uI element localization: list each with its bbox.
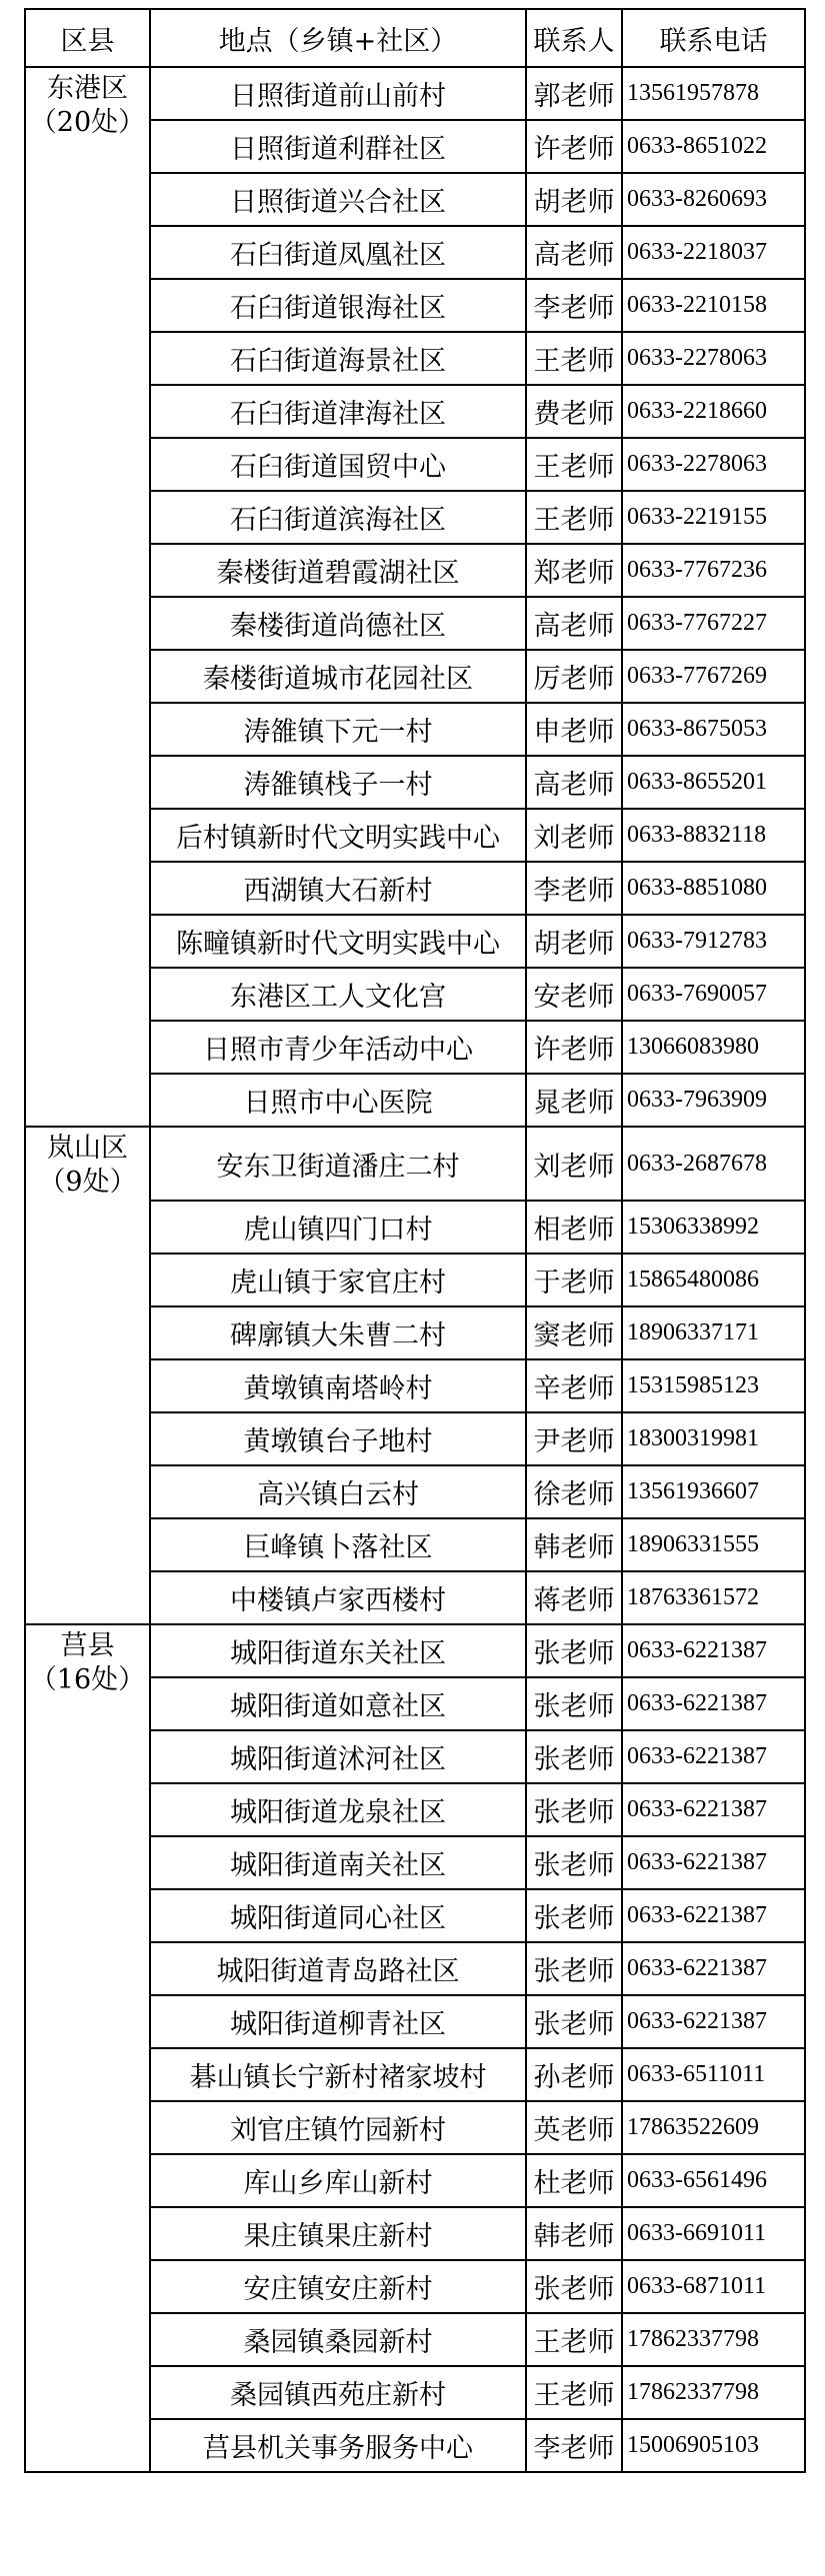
location-cell: 安庄镇安庄新村 bbox=[150, 2260, 526, 2313]
contact-cell: 窦老师 bbox=[526, 1306, 622, 1359]
location-cell: 城阳街道东关社区 bbox=[150, 1624, 526, 1677]
contact-cell: 刘老师 bbox=[526, 1127, 622, 1201]
location-cell: 秦楼街道城市花园社区 bbox=[150, 650, 526, 703]
phone-cell: 18906337171 bbox=[622, 1306, 805, 1359]
phone-cell: 0633-8260693 bbox=[622, 173, 805, 226]
phone-cell: 0633-6221387 bbox=[622, 1677, 805, 1730]
document-sheet bbox=[24, 8, 804, 2473]
phone-cell: 18906331555 bbox=[622, 1518, 805, 1571]
location-cell: 库山乡库山新村 bbox=[150, 2154, 526, 2207]
phone-cell: 0633-7690057 bbox=[622, 968, 805, 1021]
contact-cell: 刘老师 bbox=[526, 809, 622, 862]
phone-cell: 18300319981 bbox=[622, 1412, 805, 1465]
phone-cell: 0633-6221387 bbox=[622, 1836, 805, 1889]
district-cell bbox=[25, 67, 150, 1127]
contact-cell: 张老师 bbox=[526, 1995, 622, 2048]
table-body bbox=[25, 67, 805, 2472]
phone-cell: 0633-6561496 bbox=[622, 2154, 805, 2207]
location-cell: 石臼街道国贸中心 bbox=[150, 438, 526, 491]
phone-cell: 0633-7767236 bbox=[622, 544, 805, 597]
contact-cell: 许老师 bbox=[526, 1021, 622, 1074]
location-cell: 巨峰镇卜落社区 bbox=[150, 1518, 526, 1571]
district-name: 莒县 bbox=[60, 1630, 115, 1661]
location-cell: 城阳街道同心社区 bbox=[150, 1889, 526, 1942]
phone-cell: 0633-7912783 bbox=[622, 915, 805, 968]
location-cell: 石臼街道海景社区 bbox=[150, 332, 526, 385]
contact-cell: 张老师 bbox=[526, 1624, 622, 1677]
location-cell: 日照市青少年活动中心 bbox=[150, 1021, 526, 1074]
table-row bbox=[25, 1624, 805, 1677]
contact-cell: 张老师 bbox=[526, 1677, 622, 1730]
contact-cell: 王老师 bbox=[526, 2366, 622, 2419]
contact-cell: 王老师 bbox=[526, 332, 622, 385]
contact-cell: 辛老师 bbox=[526, 1359, 622, 1412]
contact-cell: 厉老师 bbox=[526, 650, 622, 703]
location-cell: 城阳街道柳青社区 bbox=[150, 1995, 526, 2048]
phone-cell: 0633-7767269 bbox=[622, 650, 805, 703]
contact-cell: 李老师 bbox=[526, 279, 622, 332]
contact-cell: 张老师 bbox=[526, 1783, 622, 1836]
phone-cell: 15006905103 bbox=[622, 2419, 805, 2472]
location-cell: 桑园镇桑园新村 bbox=[150, 2313, 526, 2366]
phone-cell: 0633-6871011 bbox=[622, 2260, 805, 2313]
phone-cell: 17862337798 bbox=[622, 2313, 805, 2366]
phone-cell: 13561957878 bbox=[622, 67, 805, 120]
contact-cell: 胡老师 bbox=[526, 915, 622, 968]
location-cell: 秦楼街道尚德社区 bbox=[150, 597, 526, 650]
phone-cell: 0633-2278063 bbox=[622, 332, 805, 385]
contact-cell: 徐老师 bbox=[526, 1465, 622, 1518]
phone-cell: 0633-7963909 bbox=[622, 1074, 805, 1127]
location-cell: 果庄镇果庄新村 bbox=[150, 2207, 526, 2260]
location-cell: 虎山镇四门口村 bbox=[150, 1201, 526, 1254]
contact-cell: 晁老师 bbox=[526, 1074, 622, 1127]
phone-cell: 0633-6221387 bbox=[622, 1995, 805, 2048]
phone-cell: 0633-2687678 bbox=[622, 1127, 805, 1201]
phone-cell: 15306338992 bbox=[622, 1201, 805, 1254]
contact-cell: 许老师 bbox=[526, 120, 622, 173]
location-cell: 东港区工人文化宫 bbox=[150, 968, 526, 1021]
header-phone: 联系电话 bbox=[622, 9, 805, 67]
phone-cell: 15865480086 bbox=[622, 1254, 805, 1306]
location-cell: 碑廓镇大朱曹二村 bbox=[150, 1306, 526, 1359]
contact-cell: 杜老师 bbox=[526, 2154, 622, 2207]
table-row bbox=[25, 67, 805, 120]
location-cell: 桑园镇西苑庄新村 bbox=[150, 2366, 526, 2419]
location-cell: 虎山镇于家官庄村 bbox=[150, 1254, 526, 1306]
location-cell: 刘官庄镇竹园新村 bbox=[150, 2101, 526, 2154]
phone-cell: 0633-8651022 bbox=[622, 120, 805, 173]
location-cell: 城阳街道青岛路社区 bbox=[150, 1942, 526, 1995]
location-cell: 涛雒镇栈子一村 bbox=[150, 756, 526, 809]
phone-cell: 13066083980 bbox=[622, 1021, 805, 1074]
header-row bbox=[25, 9, 805, 67]
contact-cell: 申老师 bbox=[526, 703, 622, 756]
contact-cell: 王老师 bbox=[526, 2313, 622, 2366]
location-cell: 涛雒镇下元一村 bbox=[150, 703, 526, 756]
phone-cell: 0633-6691011 bbox=[622, 2207, 805, 2260]
contact-cell: 韩老师 bbox=[526, 1518, 622, 1571]
phone-cell: 0633-6511011 bbox=[622, 2048, 805, 2101]
contact-cell: 高老师 bbox=[526, 597, 622, 650]
contact-cell: 李老师 bbox=[526, 2419, 622, 2472]
phone-cell: 13561936607 bbox=[622, 1465, 805, 1518]
phone-cell: 0633-2278063 bbox=[622, 438, 805, 491]
location-cell: 日照街道利群社区 bbox=[150, 120, 526, 173]
contact-cell: 尹老师 bbox=[526, 1412, 622, 1465]
contact-cell: 胡老师 bbox=[526, 173, 622, 226]
phone-cell: 17862337798 bbox=[622, 2366, 805, 2419]
contact-cell: 安老师 bbox=[526, 968, 622, 1021]
district-cell bbox=[25, 1127, 150, 1624]
contact-cell: 王老师 bbox=[526, 491, 622, 544]
location-cell: 城阳街道如意社区 bbox=[150, 1677, 526, 1730]
phone-cell: 0633-8851080 bbox=[622, 862, 805, 915]
header-contact: 联系人 bbox=[526, 9, 622, 67]
phone-cell: 0633-6221387 bbox=[622, 1889, 805, 1942]
phone-cell: 0633-6221387 bbox=[622, 1730, 805, 1783]
contact-cell: 李老师 bbox=[526, 862, 622, 915]
contact-cell: 王老师 bbox=[526, 438, 622, 491]
location-cell: 碁山镇长宁新村褚家坡村 bbox=[150, 2048, 526, 2101]
location-cell: 日照街道兴合社区 bbox=[150, 173, 526, 226]
phone-cell: 0633-6221387 bbox=[622, 1783, 805, 1836]
location-cell: 安东卫街道潘庄二村 bbox=[150, 1127, 526, 1201]
contact-cell: 张老师 bbox=[526, 2260, 622, 2313]
phone-cell: 0633-8832118 bbox=[622, 809, 805, 862]
location-cell: 高兴镇白云村 bbox=[150, 1465, 526, 1518]
district-count: （9处） bbox=[38, 1167, 137, 1198]
phone-cell: 0633-7767227 bbox=[622, 597, 805, 650]
location-cell: 莒县机关事务服务中心 bbox=[150, 2419, 526, 2472]
location-cell: 石臼街道津海社区 bbox=[150, 385, 526, 438]
contact-cell: 于老师 bbox=[526, 1254, 622, 1306]
location-cell: 城阳街道龙泉社区 bbox=[150, 1783, 526, 1836]
district-count: （16处） bbox=[29, 1664, 146, 1695]
phone-cell: 0633-2219155 bbox=[622, 491, 805, 544]
location-cell: 陈疃镇新时代文明实践中心 bbox=[150, 915, 526, 968]
location-cell: 城阳街道沭河社区 bbox=[150, 1730, 526, 1783]
phone-cell: 0633-2218660 bbox=[622, 385, 805, 438]
phone-cell: 18763361572 bbox=[622, 1571, 805, 1624]
contact-cell: 费老师 bbox=[526, 385, 622, 438]
contact-cell: 张老师 bbox=[526, 1889, 622, 1942]
service-locations-table bbox=[24, 8, 806, 2473]
location-cell: 日照市中心医院 bbox=[150, 1074, 526, 1127]
contact-cell: 高老师 bbox=[526, 226, 622, 279]
location-cell: 后村镇新时代文明实践中心 bbox=[150, 809, 526, 862]
phone-cell: 0633-8675053 bbox=[622, 703, 805, 756]
contact-cell: 韩老师 bbox=[526, 2207, 622, 2260]
contact-cell: 张老师 bbox=[526, 1836, 622, 1889]
contact-cell: 高老师 bbox=[526, 756, 622, 809]
contact-cell: 英老师 bbox=[526, 2101, 622, 2154]
contact-cell: 张老师 bbox=[526, 1942, 622, 1995]
location-cell: 石臼街道银海社区 bbox=[150, 279, 526, 332]
location-cell: 石臼街道滨海社区 bbox=[150, 491, 526, 544]
contact-cell: 相老师 bbox=[526, 1201, 622, 1254]
contact-cell: 郑老师 bbox=[526, 544, 622, 597]
location-cell: 石臼街道凤凰社区 bbox=[150, 226, 526, 279]
phone-cell: 0633-2218037 bbox=[622, 226, 805, 279]
location-cell: 中楼镇卢家西楼村 bbox=[150, 1571, 526, 1624]
contact-cell: 张老师 bbox=[526, 1730, 622, 1783]
phone-cell: 17863522609 bbox=[622, 2101, 805, 2154]
location-cell: 秦楼街道碧霞湖社区 bbox=[150, 544, 526, 597]
location-cell: 日照街道前山前村 bbox=[150, 67, 526, 120]
district-cell bbox=[25, 1624, 150, 2472]
phone-cell: 15315985123 bbox=[622, 1359, 805, 1412]
location-cell: 西湖镇大石新村 bbox=[150, 862, 526, 915]
contact-cell: 郭老师 bbox=[526, 67, 622, 120]
phone-cell: 0633-6221387 bbox=[622, 1942, 805, 1995]
table-row bbox=[25, 1127, 805, 1201]
location-cell: 城阳街道南关社区 bbox=[150, 1836, 526, 1889]
location-cell: 黄墩镇南塔岭村 bbox=[150, 1359, 526, 1412]
location-cell: 黄墩镇台子地村 bbox=[150, 1412, 526, 1465]
phone-cell: 0633-2210158 bbox=[622, 279, 805, 332]
contact-cell: 孙老师 bbox=[526, 2048, 622, 2101]
phone-cell: 0633-6221387 bbox=[622, 1624, 805, 1677]
district-count: （20处） bbox=[29, 107, 146, 138]
district-name: 东港区 bbox=[47, 73, 128, 104]
header-location: 地点（乡镇+社区） bbox=[150, 9, 526, 67]
phone-cell: 0633-8655201 bbox=[622, 756, 805, 809]
district-name: 岚山区 bbox=[47, 1133, 128, 1164]
header-district: 区县 bbox=[25, 9, 150, 67]
contact-cell: 蒋老师 bbox=[526, 1571, 622, 1624]
